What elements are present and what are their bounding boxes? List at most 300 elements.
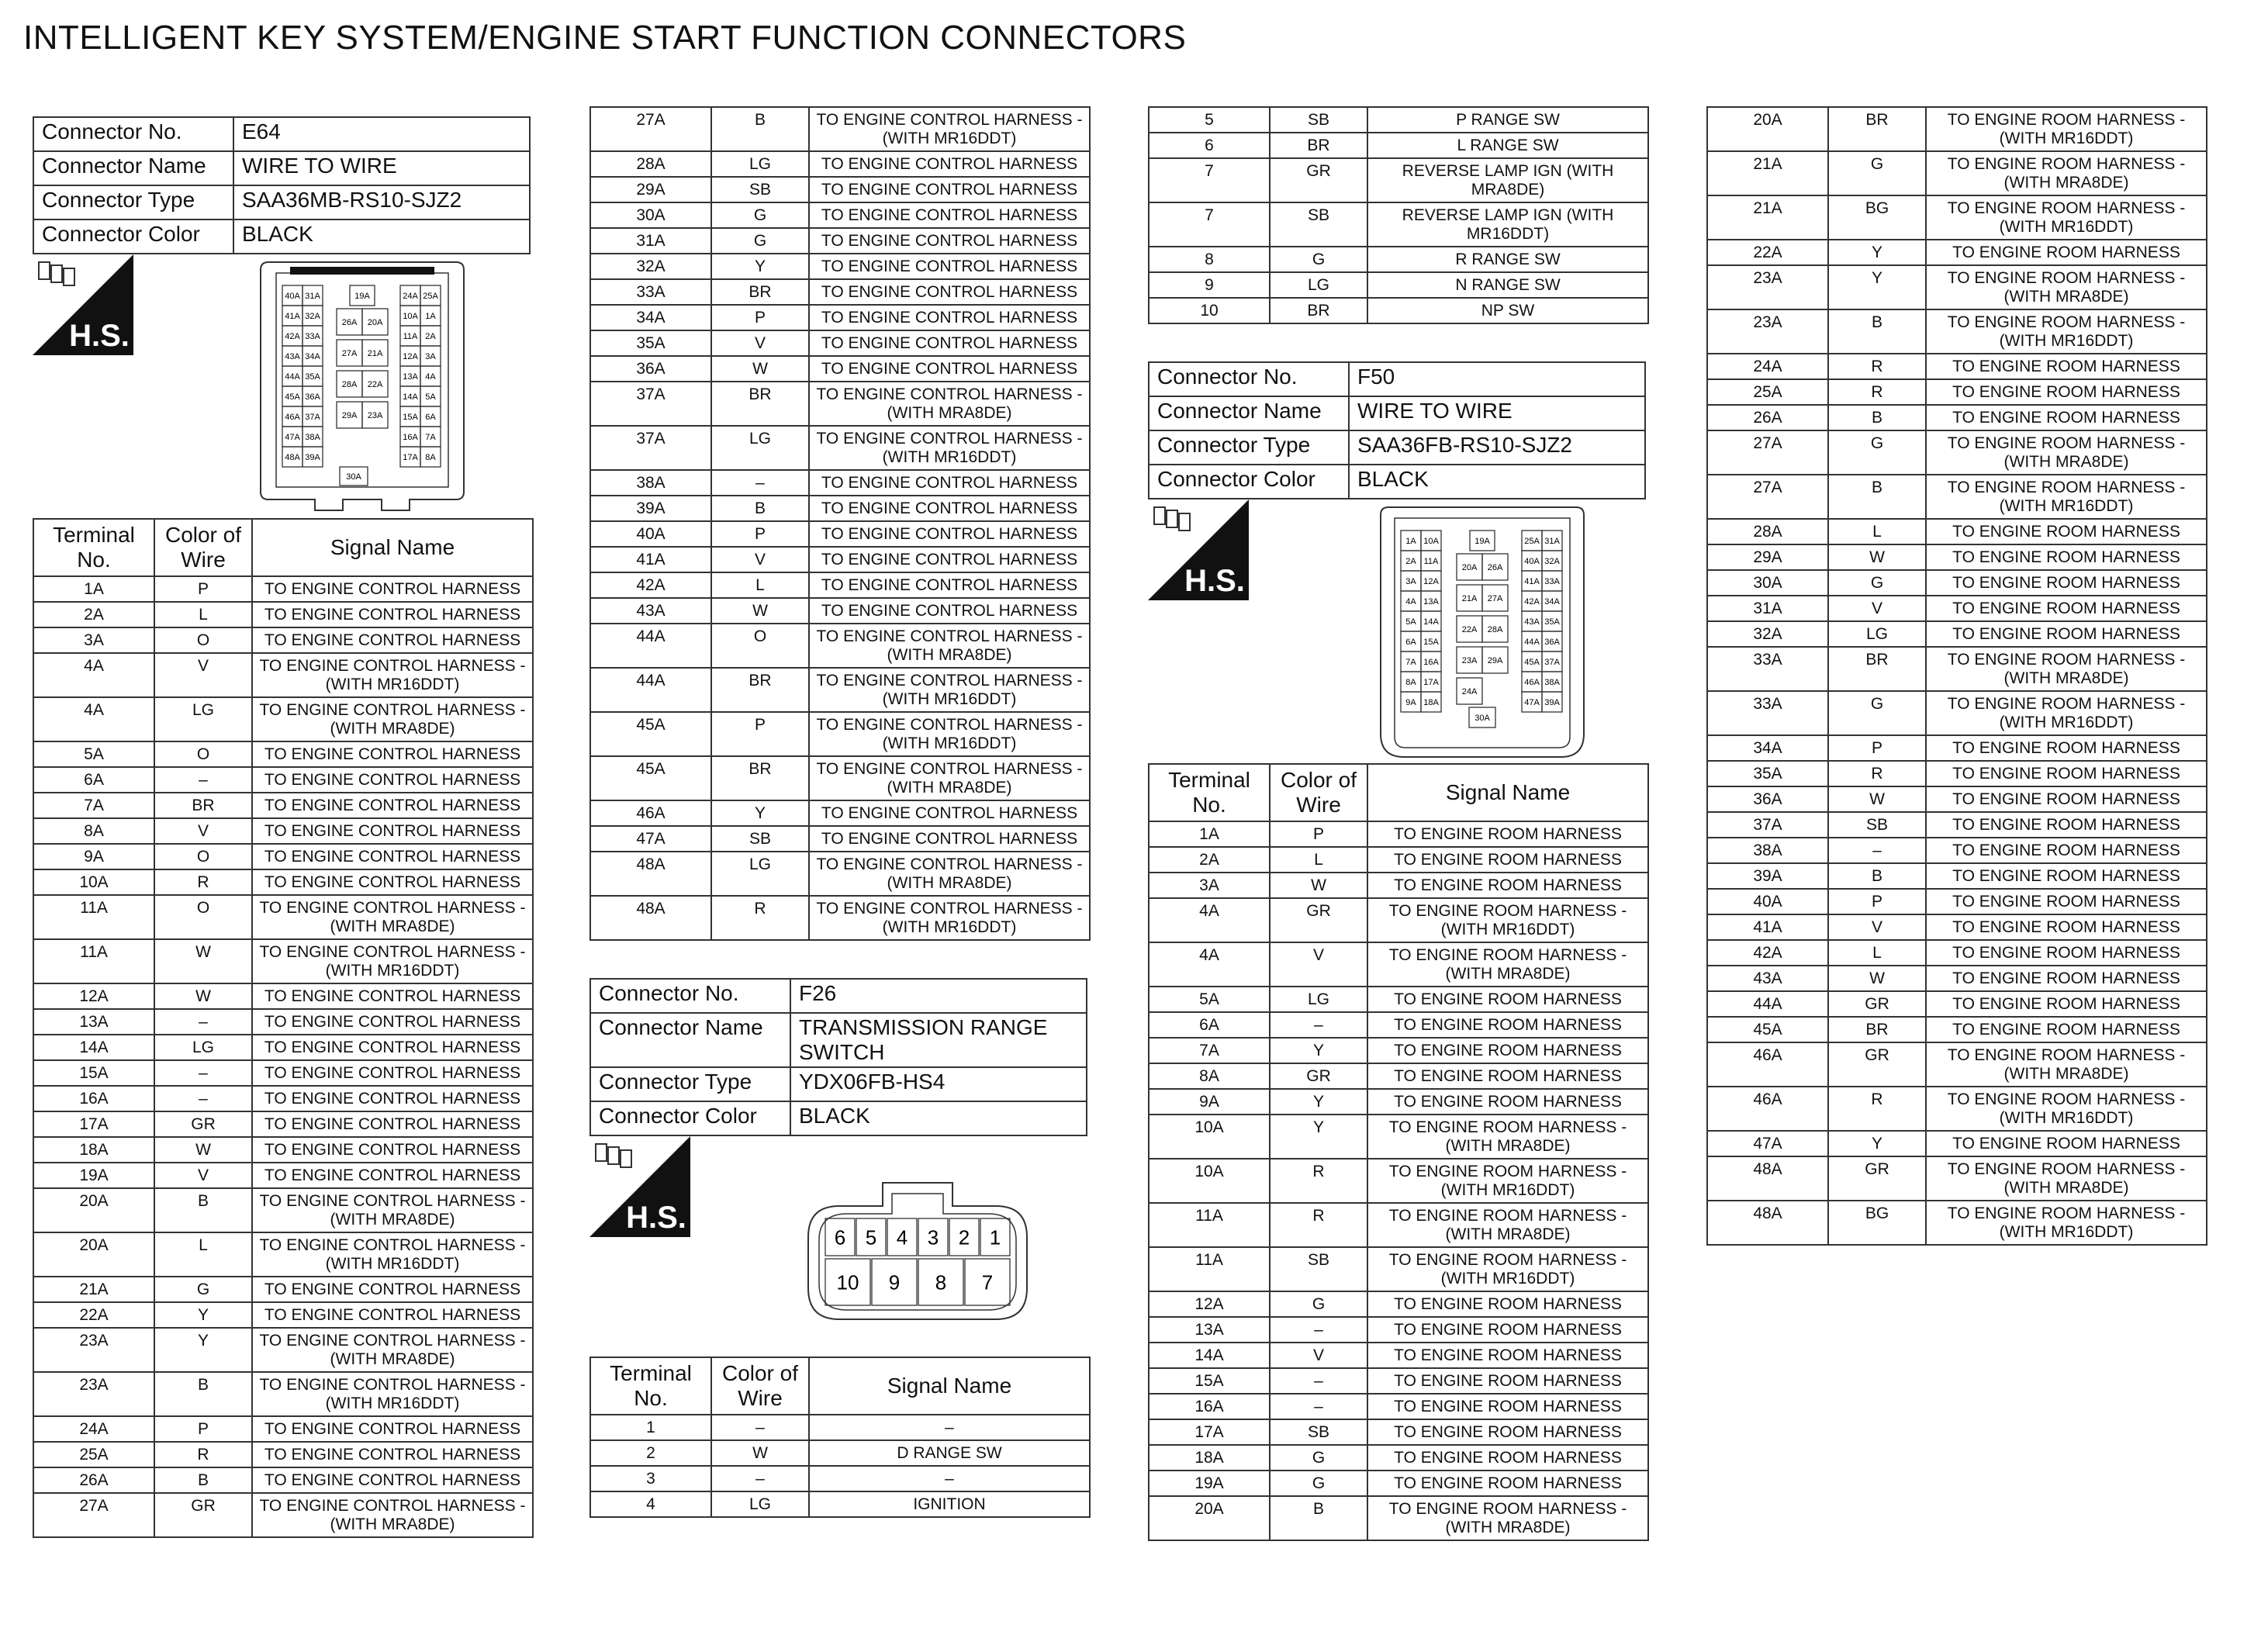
wire-color: SB <box>1270 107 1367 133</box>
signal-name: TO ENGINE CONTROL HARNESS <box>252 1111 533 1137</box>
signal-name: REVERSE LAMP IGN (WITH MR16DDT) <box>1367 202 1648 247</box>
signal-name: TO ENGINE CONTROL HARNESS - (WITH MRA8DE) <box>809 756 1090 800</box>
table-row <box>1149 847 1648 873</box>
signal-name: TO ENGINE ROOM HARNESS <box>1926 914 2207 940</box>
signal-name: TO ENGINE CONTROL HARNESS - (WITH MRA8DE) <box>252 1188 533 1232</box>
terminal-no: 8 <box>1149 247 1270 272</box>
table-row <box>33 818 533 844</box>
signal-name: TO ENGINE CONTROL HARNESS <box>252 1416 533 1442</box>
table-row <box>1707 1017 2207 1042</box>
cavity-label: 5A <box>1405 617 1416 627</box>
terminal-no: 21A <box>1707 151 1828 195</box>
terminal-no: 2A <box>1149 847 1270 873</box>
wire-color: B <box>1828 475 1926 519</box>
wire-color: LG <box>711 151 809 177</box>
connector-name: WIRE TO WIRE <box>233 151 530 185</box>
signal-name: TO ENGINE ROOM HARNESS <box>1926 838 2207 863</box>
wire-color: L <box>1828 940 1926 966</box>
table-row <box>33 1232 533 1277</box>
signal-name: TO ENGINE CONTROL HARNESS - (WITH MR16DDT) <box>252 1232 533 1277</box>
wire-color: P <box>1828 735 1926 761</box>
table-row <box>1707 761 2207 786</box>
table-row <box>590 356 1090 382</box>
table-row <box>1707 1131 2207 1156</box>
signal-name: TO ENGINE CONTROL HARNESS <box>809 356 1090 382</box>
cavity-label: 45A <box>285 392 300 402</box>
table-row <box>33 741 533 767</box>
wire-color: – <box>711 1415 809 1440</box>
cavity-label: 8 <box>935 1270 947 1294</box>
connector-type: SAA36FB-RS10-SJZ2 <box>1349 430 1645 465</box>
table-row <box>1707 647 2207 691</box>
table-row <box>1149 272 1648 298</box>
table-row <box>1707 966 2207 991</box>
e64-connector-face <box>258 259 467 515</box>
wire-color: G <box>711 228 809 254</box>
signal-name: TO ENGINE ROOM HARNESS <box>1367 1291 1648 1317</box>
info-label: Connector Color <box>33 219 233 254</box>
signal-name: TO ENGINE ROOM HARNESS <box>1367 1445 1648 1471</box>
table-row <box>590 151 1090 177</box>
terminal-no: 18A <box>33 1137 154 1163</box>
hs-badge-icon <box>1148 499 1249 600</box>
terminal-no: 2A <box>33 602 154 627</box>
table-row <box>33 844 533 869</box>
terminal-no: 21A <box>1707 195 1828 240</box>
signal-name: TO ENGINE CONTROL HARNESS <box>252 627 533 653</box>
wire-color: SB <box>1270 202 1367 247</box>
table-row <box>590 279 1090 305</box>
wire-color: G <box>1828 570 1926 596</box>
terminal-no: 26A <box>1707 405 1828 430</box>
terminal-no: 47A <box>590 826 711 852</box>
cavity-label: 2 <box>958 1225 970 1249</box>
cavity-label: 12A <box>403 351 418 361</box>
cavity-label: 37A <box>1544 657 1560 667</box>
signal-name: TO ENGINE ROOM HARNESS - (WITH MRA8DE) <box>1926 151 2207 195</box>
wire-color: GR <box>1828 1042 1926 1087</box>
terminal-no: 27A <box>590 107 711 151</box>
header-color: Color of Wire <box>154 519 252 576</box>
cavity-label: 6 <box>834 1225 846 1249</box>
signal-name: IGNITION <box>809 1491 1090 1517</box>
terminal-no: 48A <box>1707 1201 1828 1245</box>
signal-name: TO ENGINE ROOM HARNESS - (WITH MR16DDT) <box>1926 1201 2207 1245</box>
signal-name: TO ENGINE ROOM HARNESS <box>1926 544 2207 570</box>
terminal-no: 6 <box>1149 133 1270 158</box>
cavity-label: 26A <box>341 317 358 327</box>
cavity-label: 24A <box>1461 686 1478 696</box>
connector-type: YDX06FB-HS4 <box>790 1067 1087 1101</box>
wire-color: R <box>1828 1087 1926 1131</box>
signal-name: TO ENGINE CONTROL HARNESS <box>809 470 1090 496</box>
terminal-no: 45A <box>590 756 711 800</box>
f26-terminal-table-continued <box>1148 106 1649 324</box>
signal-name: TO ENGINE ROOM HARNESS <box>1926 1131 2207 1156</box>
terminal-no: 7 <box>1149 158 1270 202</box>
table-row <box>1707 1201 2207 1245</box>
cavity-label: 11A <box>403 331 418 341</box>
terminal-no: 4A <box>33 697 154 741</box>
terminal-no: 4 <box>590 1491 711 1517</box>
terminal-no: 11A <box>33 895 154 939</box>
cavity-label: 40A <box>285 291 300 301</box>
table-row <box>1707 309 2207 354</box>
terminal-no: 21A <box>33 1277 154 1302</box>
signal-name: TO ENGINE ROOM HARNESS - (WITH MR16DDT) <box>1367 898 1648 942</box>
table-row <box>1149 1317 1648 1343</box>
wire-color: Y <box>1270 1089 1367 1115</box>
cavity-label: 30A <box>1474 713 1490 723</box>
terminal-no: 17A <box>33 1111 154 1137</box>
terminal-no: 42A <box>590 572 711 598</box>
wire-color: P <box>711 712 809 756</box>
cavity-label: 44A <box>285 372 300 382</box>
cavity-label: 39A <box>305 452 320 462</box>
table-row <box>590 107 1090 151</box>
wire-color: LG <box>711 1491 809 1517</box>
wire-color: LG <box>154 1035 252 1060</box>
wire-color: W <box>1828 544 1926 570</box>
signal-name: TO ENGINE ROOM HARNESS <box>1926 570 2207 596</box>
table-row <box>1149 1159 1648 1203</box>
signal-name: TO ENGINE CONTROL HARNESS <box>809 177 1090 202</box>
wire-color: – <box>1270 1317 1367 1343</box>
table-row <box>590 521 1090 547</box>
terminal-no: 43A <box>1707 966 1828 991</box>
signal-name: TO ENGINE CONTROL HARNESS <box>252 1467 533 1493</box>
table-row <box>33 653 533 697</box>
hs-badge-icon <box>33 254 133 355</box>
signal-name: TO ENGINE ROOM HARNESS <box>1367 1394 1648 1419</box>
cavity-label: 22A <box>1461 624 1478 634</box>
signal-name: TO ENGINE CONTROL HARNESS - (WITH MRA8DE) <box>252 895 533 939</box>
cavity-label: 47A <box>285 432 300 442</box>
signal-name: TO ENGINE ROOM HARNESS - (WITH MRA8DE) <box>1926 1156 2207 1201</box>
info-label: Connector Type <box>590 1067 790 1101</box>
wire-color: O <box>154 627 252 653</box>
wire-color: V <box>1828 914 1926 940</box>
table-row <box>33 1467 533 1493</box>
terminal-no: 35A <box>1707 761 1828 786</box>
header-color: Color of Wire <box>711 1357 809 1415</box>
info-label: Connector No. <box>590 979 790 1013</box>
f50-terminal-table <box>1148 763 1649 1541</box>
cavity-label: 10A <box>403 311 418 321</box>
table-row <box>1707 475 2207 519</box>
table-row <box>590 572 1090 598</box>
terminal-no: 47A <box>1707 1131 1828 1156</box>
cavity-label: 7A <box>425 432 436 442</box>
terminal-no: 8A <box>33 818 154 844</box>
table-row <box>1707 691 2207 735</box>
signal-name: TO ENGINE ROOM HARNESS <box>1367 1343 1648 1368</box>
table-row <box>33 1111 533 1137</box>
signal-name: TO ENGINE ROOM HARNESS - (WITH MRA8DE) <box>1367 1203 1648 1247</box>
cavity-label: 32A <box>1544 556 1560 566</box>
terminal-no: 2 <box>590 1440 711 1466</box>
terminal-no: 30A <box>590 202 711 228</box>
cavity-label: 2A <box>1405 556 1416 566</box>
wire-color: R <box>1270 1159 1367 1203</box>
table-row <box>1707 786 2207 812</box>
wire-color: V <box>154 653 252 697</box>
terminal-no: 36A <box>1707 786 1828 812</box>
wire-color: LG <box>711 852 809 896</box>
wire-color: GR <box>154 1493 252 1537</box>
terminal-no: 28A <box>1707 519 1828 544</box>
signal-name: TO ENGINE ROOM HARNESS <box>1367 1063 1648 1089</box>
terminal-no: 12A <box>1149 1291 1270 1317</box>
table-row <box>1149 202 1648 247</box>
cavity-label: 43A <box>285 351 300 361</box>
cavity-label: 37A <box>305 412 320 422</box>
signal-name: TO ENGINE ROOM HARNESS <box>1926 519 2207 544</box>
wire-color: R <box>1828 379 1926 405</box>
cavity-label: 48A <box>285 452 300 462</box>
cavity-label: 6A <box>425 412 436 422</box>
wire-color: W <box>1828 966 1926 991</box>
signal-name: TO ENGINE ROOM HARNESS <box>1367 1012 1648 1038</box>
terminal-no: 27A <box>1707 430 1828 475</box>
wire-color: BR <box>1828 107 1926 151</box>
wire-color: BR <box>1828 1017 1926 1042</box>
wire-color: B <box>1828 863 1926 889</box>
terminal-no: 12A <box>33 983 154 1009</box>
signal-name: TO ENGINE CONTROL HARNESS - (WITH MR16DDT) <box>252 939 533 983</box>
signal-name: TO ENGINE ROOM HARNESS <box>1367 1317 1648 1343</box>
wire-color: L <box>1270 847 1367 873</box>
table-row <box>1149 107 1648 133</box>
cavity-label: 9A <box>1405 697 1416 707</box>
wire-color: G <box>1270 1471 1367 1496</box>
cavity-label: 23A <box>367 410 383 420</box>
wire-color: BR <box>1270 133 1367 158</box>
table-row <box>33 939 533 983</box>
signal-name: TO ENGINE CONTROL HARNESS <box>252 741 533 767</box>
info-label: Connector Type <box>33 185 233 219</box>
table-row <box>590 826 1090 852</box>
cavity-label: 32A <box>305 311 320 321</box>
terminal-no: 23A <box>33 1372 154 1416</box>
signal-name: TO ENGINE ROOM HARNESS <box>1367 1038 1648 1063</box>
cavity-label: 39A <box>1544 697 1560 707</box>
table-row <box>1149 942 1648 987</box>
wire-color: – <box>154 1086 252 1111</box>
terminal-no: 7 <box>1149 202 1270 247</box>
terminal-no: 48A <box>590 852 711 896</box>
wire-color: R <box>1828 354 1926 379</box>
cavity-label: 3 <box>927 1225 939 1249</box>
table-row <box>590 547 1090 572</box>
table-row <box>1707 265 2207 309</box>
connector-color: BLACK <box>790 1101 1087 1135</box>
terminal-no: 44A <box>590 624 711 668</box>
signal-name: TO ENGINE CONTROL HARNESS <box>252 844 533 869</box>
cavity-label: 42A <box>285 331 300 341</box>
wire-color: B <box>1828 405 1926 430</box>
signal-name: TO ENGINE ROOM HARNESS - (WITH MR16DDT) <box>1367 1159 1648 1203</box>
cavity-label: 30A <box>346 472 361 482</box>
wire-color: LG <box>154 697 252 741</box>
signal-name: TO ENGINE CONTROL HARNESS - (WITH MR16DDT) <box>809 712 1090 756</box>
terminal-no: 32A <box>590 254 711 279</box>
wire-color: G <box>711 202 809 228</box>
terminal-no: 19A <box>33 1163 154 1188</box>
wire-color: W <box>711 356 809 382</box>
table-row <box>1149 1419 1648 1445</box>
terminal-no: 10 <box>1149 298 1270 323</box>
signal-name: TO ENGINE ROOM HARNESS <box>1926 379 2207 405</box>
table-row <box>1149 158 1648 202</box>
terminal-no: 10A <box>1149 1115 1270 1159</box>
table-row <box>33 793 533 818</box>
terminal-no: 13A <box>1149 1317 1270 1343</box>
wire-color: Y <box>1270 1115 1367 1159</box>
terminal-no: 15A <box>33 1060 154 1086</box>
wire-color: B <box>711 496 809 521</box>
table-row <box>1707 107 2207 151</box>
terminal-no: 29A <box>590 177 711 202</box>
f50-connector-face <box>1378 504 1587 760</box>
table-row <box>1707 838 2207 863</box>
f50-info-table <box>1148 361 1646 499</box>
table-row <box>590 470 1090 496</box>
signal-name: TO ENGINE CONTROL HARNESS <box>252 869 533 895</box>
terminal-no: 33A <box>590 279 711 305</box>
cavity-label: 26A <box>1487 562 1503 572</box>
cavity-label: 46A <box>1524 677 1540 687</box>
signal-name: TO ENGINE ROOM HARNESS <box>1926 991 2207 1017</box>
header-terminal: Terminal No. <box>33 519 154 576</box>
terminal-no: 24A <box>33 1416 154 1442</box>
signal-name: TO ENGINE ROOM HARNESS - (WITH MR16DDT) <box>1926 107 2207 151</box>
e64-diagram <box>33 254 534 518</box>
e64-terminal-table-continued <box>589 106 1091 941</box>
signal-name: – <box>809 1466 1090 1491</box>
table-row <box>590 668 1090 712</box>
table-row <box>33 1328 533 1372</box>
wire-color: W <box>154 983 252 1009</box>
signal-name: TO ENGINE CONTROL HARNESS <box>809 279 1090 305</box>
cavity-label: 36A <box>305 392 320 402</box>
signal-name: TO ENGINE CONTROL HARNESS - (WITH MRA8DE) <box>252 697 533 741</box>
table-row <box>33 1163 533 1188</box>
table-row <box>33 1302 533 1328</box>
cavity-label: 28A <box>341 379 358 389</box>
wire-color: GR <box>1270 1063 1367 1089</box>
signal-name: TO ENGINE ROOM HARNESS <box>1926 596 2207 621</box>
cavity-label: 42A <box>1524 596 1540 607</box>
cavity-label: 33A <box>305 331 320 341</box>
wire-color: R <box>154 1442 252 1467</box>
cavity-label: 36A <box>1544 637 1560 647</box>
signal-name: TO ENGINE CONTROL HARNESS <box>252 1009 533 1035</box>
signal-name: TO ENGINE ROOM HARNESS <box>1926 405 2207 430</box>
terminal-no: 20A <box>1707 107 1828 151</box>
terminal-no: 40A <box>590 521 711 547</box>
table-row <box>1149 1203 1648 1247</box>
terminal-no: 3 <box>590 1466 711 1491</box>
cavity-label: 20A <box>1461 562 1478 572</box>
cavity-label: 13A <box>1423 596 1439 607</box>
table-row <box>1149 1089 1648 1115</box>
table-row <box>33 576 533 602</box>
signal-name: TO ENGINE CONTROL HARNESS - (WITH MRA8DE) <box>809 382 1090 426</box>
wire-color: W <box>1270 873 1367 898</box>
signal-name: TO ENGINE ROOM HARNESS <box>1367 1368 1648 1394</box>
wire-color: Y <box>1828 240 1926 265</box>
cavity-label: 29A <box>1487 655 1503 665</box>
signal-name: TO ENGINE ROOM HARNESS - (WITH MR16DDT) <box>1926 691 2207 735</box>
table-row <box>1149 873 1648 898</box>
table-row <box>1707 544 2207 570</box>
signal-name: TO ENGINE ROOM HARNESS <box>1926 940 2207 966</box>
terminal-no: 46A <box>1707 1087 1828 1131</box>
terminal-no: 3A <box>1149 873 1270 898</box>
f50-diagram <box>1148 499 1649 763</box>
wire-color: BR <box>1828 647 1926 691</box>
terminal-no: 7A <box>1149 1038 1270 1063</box>
cavity-label: 5A <box>425 392 436 402</box>
wire-color: R <box>1270 1203 1367 1247</box>
cavity-label: 11A <box>1423 556 1439 566</box>
f50-terminal-table-continued <box>1706 106 2207 1246</box>
wire-color: B <box>1828 309 1926 354</box>
signal-name: N RANGE SW <box>1367 272 1648 298</box>
wire-color: V <box>154 1163 252 1188</box>
signal-name: TO ENGINE CONTROL HARNESS <box>809 254 1090 279</box>
signal-name: TO ENGINE ROOM HARNESS - (WITH MRA8DE) <box>1926 647 2207 691</box>
wire-color: GR <box>1828 991 1926 1017</box>
signal-name: TO ENGINE CONTROL HARNESS <box>252 1163 533 1188</box>
f26-diagram <box>589 1136 1091 1357</box>
terminal-no: 31A <box>590 228 711 254</box>
hs-label: H.S. <box>69 319 130 353</box>
wire-color: P <box>154 576 252 602</box>
signal-name: TO ENGINE CONTROL HARNESS <box>809 800 1090 826</box>
wire-color: SB <box>711 177 809 202</box>
signal-name: – <box>809 1415 1090 1440</box>
cavity-label: 7 <box>981 1270 994 1294</box>
wire-color: L <box>154 1232 252 1277</box>
hs-badge-icon <box>589 1136 690 1237</box>
table-row <box>1149 1343 1648 1368</box>
terminal-no: 13A <box>33 1009 154 1035</box>
cavity-label: 22A <box>367 379 383 389</box>
info-label: Connector Name <box>1149 396 1349 430</box>
wire-color: G <box>1828 430 1926 475</box>
table-row <box>1149 1063 1648 1089</box>
signal-name: TO ENGINE ROOM HARNESS <box>1926 786 2207 812</box>
cavity-label: 8A <box>425 452 436 462</box>
table-row <box>1149 1038 1648 1063</box>
terminal-no: 39A <box>1707 863 1828 889</box>
connector-name: TRANSMISSION RANGE SWITCH <box>790 1013 1087 1067</box>
table-row <box>1707 914 2207 940</box>
connector-type: SAA36MB-RS10-SJZ2 <box>233 185 530 219</box>
cavity-label: 6A <box>1405 637 1416 647</box>
terminal-no: 22A <box>1707 240 1828 265</box>
table-row <box>1149 898 1648 942</box>
signal-name: TO ENGINE CONTROL HARNESS <box>252 767 533 793</box>
info-label: Connector Type <box>1149 430 1349 465</box>
cavity-label: 35A <box>305 372 320 382</box>
terminal-no: 9A <box>1149 1089 1270 1115</box>
cavity-label: 12A <box>1423 576 1439 586</box>
wire-color: – <box>711 470 809 496</box>
wire-color: G <box>1270 1445 1367 1471</box>
